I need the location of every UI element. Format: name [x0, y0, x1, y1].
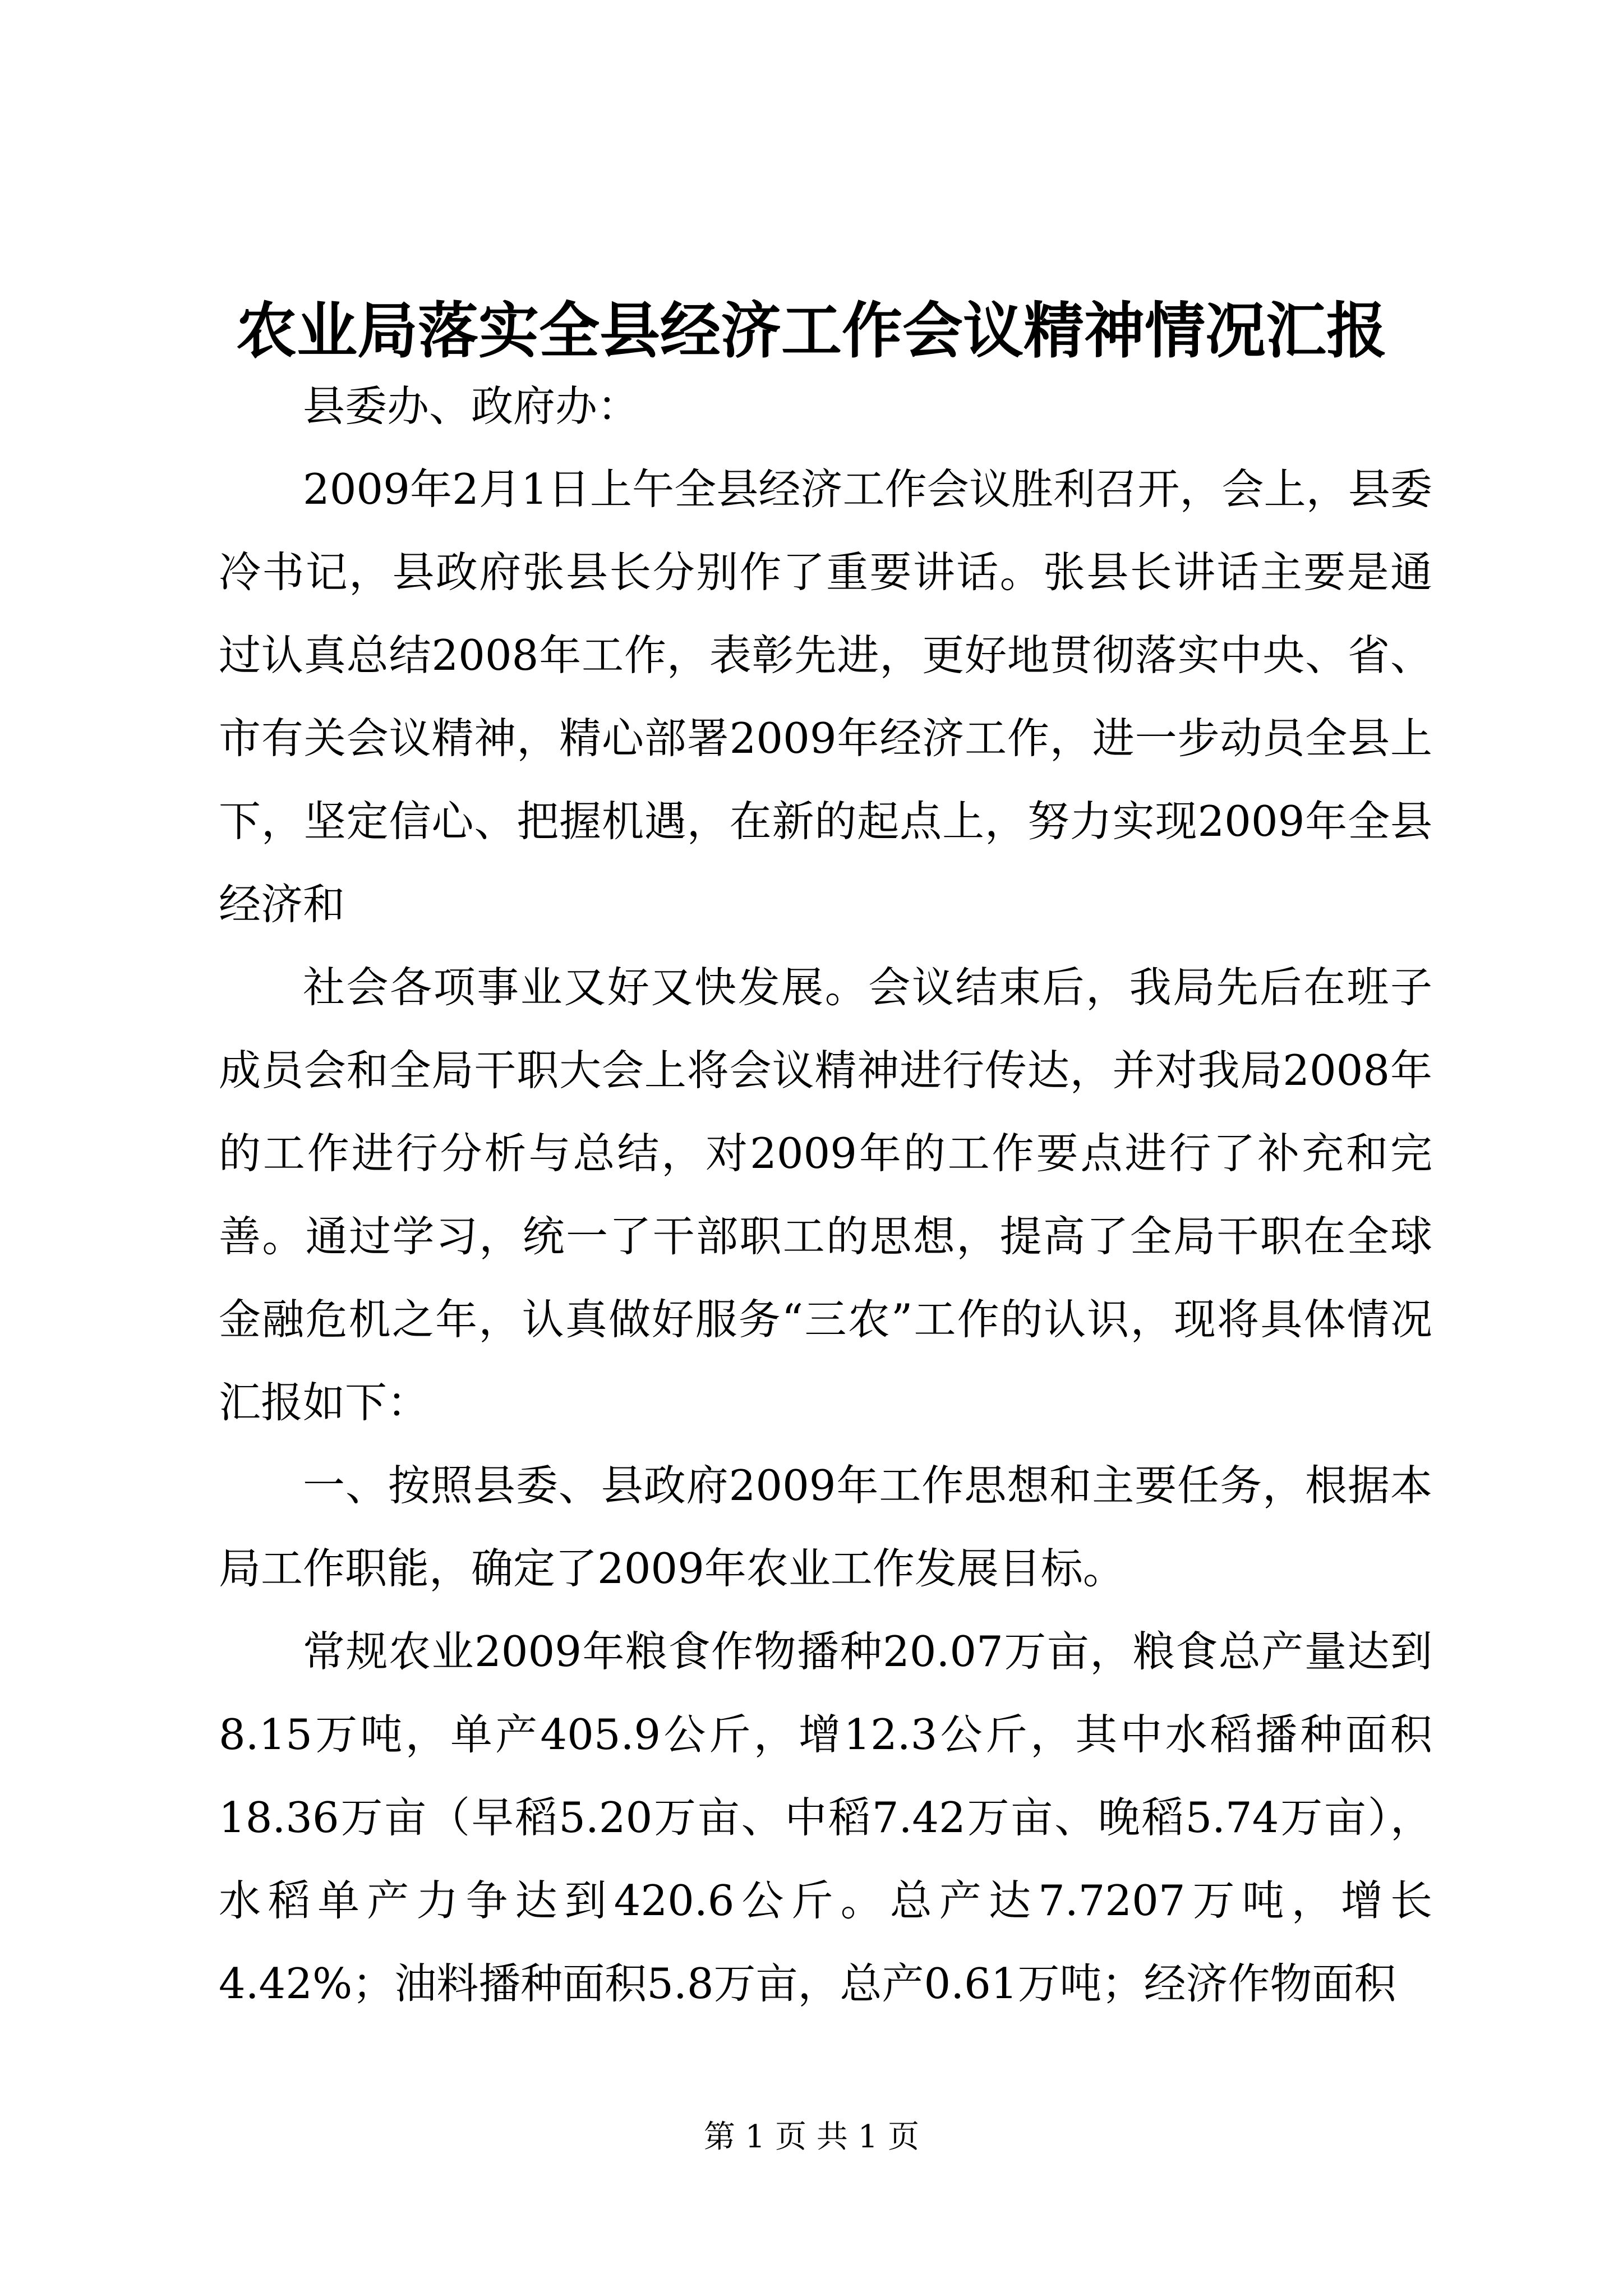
agriculture-targets-paragraph: 常规农业2009年粮食作物播种20.07万亩，粮食总产量达到8.15万吨，单产405.9公斤，增12.3公斤，其中水稻播种面积18.36万亩（早稻5.20万亩、中稻7.42万亩、晚稻5.74万亩），水稻单产力争达到420.6公斤。总产达7.7207万吨，增长4.42%；油料播种面积5.8万亩，总产0.61万吨；经济作物面积 — [219, 1627, 1432, 2008]
page-footer: 第 1 页 共 1 页 — [703, 2119, 920, 2155]
meeting-summary-paragraph: 2009年2月1日上午全县经济工作会议胜利召开，会上，县委冷书记，县政府张县长分别作了重要讲话。张县长讲话主要是通过认真总结2008年工作，表彰先进，更好地贯彻落实中央、省、市有关会议精神，精心部署2009年经济工作，进一步动员全县上下，坚定信心、把握机遇，在新的起点上，努力实现2009年全县经济和 — [219, 464, 1432, 929]
implementation-paragraph: 社会各项事业又好又快发展。会议结束后，我局先后在班子成员会和全局干职大会上将会议精神进行传达，并对我局2008年的工作进行分析与总结，对2009年的工作要点进行了补充和完善。通过学习，统一了干部职工的思想，提高了全局干职在全球金融危机之年，认真做好服务“三农”工作的认识，现将具体情况汇报如下： — [219, 963, 1432, 1427]
document-body — [219, 365, 1432, 2025]
document-title: 农业局落实全县经济工作会议精神情况汇报 — [236, 296, 1387, 366]
salutation-paragraph: 县委办、政府办： — [303, 381, 640, 431]
section-one-heading-paragraph: 一、按照县委、县政府2009年工作思想和主要任务，根据本局工作职能，确定了2009年农业工作发展目标。 — [219, 1461, 1432, 1593]
